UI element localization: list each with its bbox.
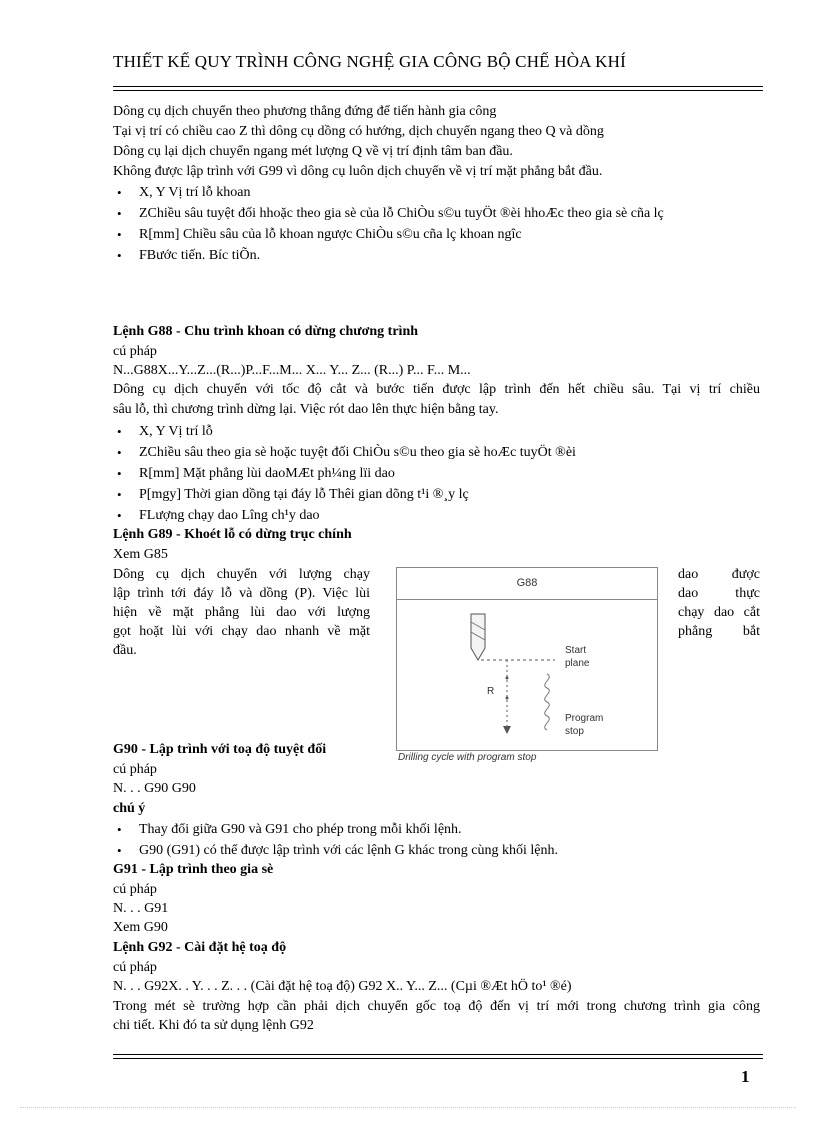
footer-rule-top (113, 1054, 763, 1055)
g90-syntax-label: cú pháp (113, 762, 157, 777)
g89-left-line: gọt hoặt lùi với chạy dao nhanh về mặt (113, 624, 370, 639)
g92-syntax-label: cú pháp (113, 960, 157, 975)
g88-syntax-label: cú pháp (113, 344, 157, 359)
page-number: 1 (741, 1067, 750, 1086)
g89-left-line: lập trình tới đáy lỗ và dồng (P). Việc lùi (113, 586, 370, 601)
g88-bullet: • P[mgy] Thời gian dồng tại đáy lỗ Thêi gian dõng t¹i ®¸y lç (139, 485, 469, 504)
g89-reference: Xem G85 (113, 547, 168, 562)
g90-heading: G90 - Lập trình với toạ độ tuyệt đối (113, 742, 327, 757)
g90-syntax: N. . . G90 G90 (113, 781, 196, 796)
document-header-title: THIẾT KẾ QUY TRÌNH CÔNG NGHỆ GIA CÔNG BỘ CHẾ HÒA KHÍ (113, 52, 626, 71)
g92-description-line: Trong mét sè trường hợp cần phải dịch chuyển gốc toạ độ đến vị trí mới trong chương trình gia công (113, 999, 760, 1014)
g90-note-label: chú ý (113, 801, 146, 816)
drilling-cycle-drawing (397, 568, 657, 750)
intro-bullet: • FBước tiến. Bíc tiÕn. (139, 246, 260, 265)
g89-left-line: đầu. (113, 643, 137, 658)
g88-heading: Lệnh G88 - Chu trình khoan có dừng chương trình (113, 324, 419, 339)
dwell-spring-icon (545, 674, 550, 730)
g92-description-line: chi tiết. Khi đó ta sử dụng lệnh G92 (113, 1018, 314, 1033)
g91-syntax-label: cú pháp (113, 882, 157, 897)
page-bottom-dotted-line (20, 1107, 796, 1108)
g92-syntax: N. . . G92X. . Y. . . Z. . . (Cài đặt hệ toạ độ) G92 X.. Y... Z... (Cµi ®Æt hÖ to¹ ®é) (113, 979, 572, 994)
g88-description-line: sâu lỗ, thì chương trình dừng lại. Việc rót dao lên thực hiện bằng tay. (113, 402, 499, 417)
intro-line: Không được lập trình với G99 vì dông cụ luôn dịch chuyển về vị trí mặt phẳng bắt đầu. (113, 164, 603, 179)
g90-bullet: • G90 (G91) có thể được lập trình với các lệnh G khác trong cùng khối lệnh. (139, 841, 558, 860)
g90-bullet: • Thay đổi giữa G90 và G91 cho phép trong mỗi khối lệnh. (139, 820, 462, 839)
start-plane-label: Start plane (565, 645, 590, 669)
g89-right-line: chạy dao cắt (678, 605, 760, 620)
g91-reference: Xem G90 (113, 920, 168, 935)
g91-heading: G91 - Lập trình theo gia sè (113, 862, 274, 877)
g89-left-line: hiện về mặt phẳng lùi dao với lượng (113, 605, 370, 620)
g89-heading: Lệnh G89 - Khoét lỗ có dừng trục chính (113, 527, 352, 542)
intro-bullet: • X, Y Vị trí lỗ khoan (139, 183, 250, 202)
g89-right-line: dao thực (678, 586, 760, 601)
g88-bullet: • R[mm] Mặt phẳng lùi daoMÆt ph¼ng lïi dao (139, 464, 395, 483)
g88-syntax: N...G88X...Y...Z...(R...)P...F...M... X... Y... Z... (R...) P... F... M... (113, 363, 471, 378)
g91-syntax: N. . . G91 (113, 901, 169, 916)
header-rule-top (113, 86, 763, 87)
g88-diagram-title: G88 (397, 568, 657, 600)
g88-diagram-caption: Drilling cycle with program stop (398, 752, 537, 763)
g89-right-line: phẳng bắt (678, 624, 760, 639)
intro-line: Dông cụ dịch chuyển theo phương thẳng đứng để tiến hành gia công (113, 104, 497, 119)
g89-left-line: Dông cụ dịch chuyển với lượng chạy (113, 567, 370, 582)
g88-bullet: • FLượng chạy dao Lîng ch¹y dao (139, 506, 320, 525)
g88-bullet: • ZChiều sâu theo gia sè hoặc tuyệt đối ChiÒu s©u theo gia sè hoÆc tuyÖt ®èi (139, 443, 576, 462)
r-label: R (487, 686, 495, 697)
intro-bullet: • ZChiều sâu tuyệt đối hhoặc theo gia sè của lỗ ChiÒu s©u tuyÖt ®èi hhoÆc theo gia sè cña lç (139, 204, 664, 223)
header-rule-bottom (113, 90, 763, 91)
g88-bullet: • X, Y Vị trí lỗ (139, 422, 213, 441)
feed-arrow-icon (503, 726, 511, 734)
intro-bullet: • R[mm] Chiều sâu của lỗ khoan ngược ChiÒu s©u cña lç khoan ngîc (139, 225, 522, 244)
g89-right-line: dao được (678, 567, 760, 582)
intro-line: Tại vị trí có chiều cao Z thì dông cụ dồng có hướng, dịch chuyển ngang theo Q và dồng (113, 124, 604, 139)
footer-rule-bottom (113, 1058, 763, 1059)
g88-diagram (396, 567, 658, 751)
drill-bit-icon (471, 614, 485, 660)
program-stop-label: Program stop (565, 713, 604, 737)
intro-line: Dông cụ lại dịch chuyển ngang mét lượng Q về vị trí định tâm ban đầu. (113, 144, 513, 159)
g88-description-line: Dông cụ dịch chuyển với tốc độ cắt và bước tiến được lập trình đến hết chiều sâu. Tại vị trí chiều (113, 382, 760, 397)
g92-heading: Lệnh G92 - Cài đặt hệ toạ độ (113, 940, 287, 955)
